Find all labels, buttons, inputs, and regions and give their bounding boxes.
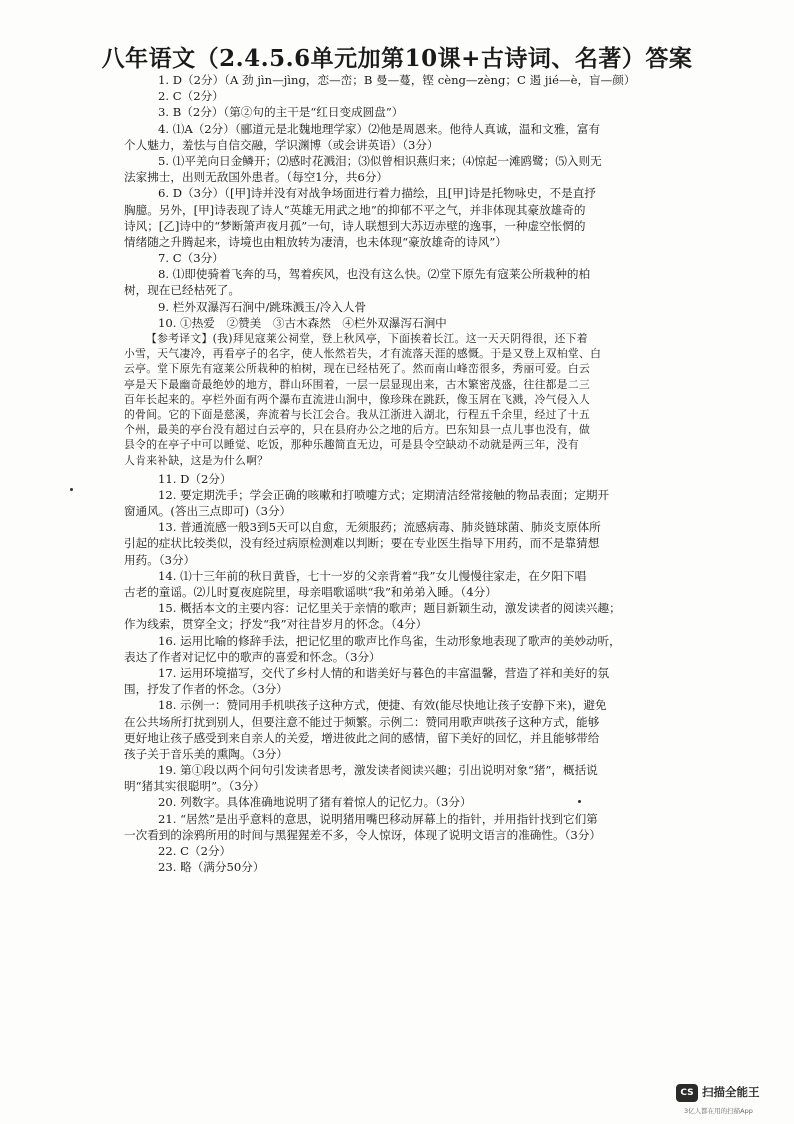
answer-line-6-cont-c: 情绪随之升腾起来，诗境也由粗放转为凄清，也未体现“豪放雄奇的诗风”）: [124, 234, 507, 249]
answer-line-9: 9. 栏外双瀑泻石涧中/跳珠溅玉/冷入人骨: [158, 299, 367, 314]
translation-line: 百年长起来的。亭栏外面有两个瀑布直流进山涧中，像珍珠在跳跃，像玉屑在飞溅，冷气侵入人: [124, 392, 591, 406]
answer-line-12: 12. 要定期洗手；学会正确的咳嗽和打喷嚏方式；定期清洁经常接触的物品表面；定期开: [158, 487, 610, 502]
answer-line-11: 11. D（2分）: [158, 471, 232, 486]
translation-line: 的骨间。它的下面是慈溪，奔流着与长江会合。我从江浙进入湖北，行程五千余里，经过了十五: [124, 407, 591, 421]
answer-line-16-cont: 表达了作者对记忆中的歌声的喜爱和怀念。（3分）: [124, 649, 381, 664]
answer-line-13-cont-b: 用药。（3分）: [124, 552, 196, 567]
answer-line-5: 5. ⑴平羌向日金鳞开；⑵感时花溅泪；⑶似曾相识燕归来；⑷惊起一滩鸥鹭；⑸入则无: [158, 153, 602, 168]
answer-line-4-cont: 个人魅力，羞怯与自信交融，学识渊博（或会讲英语）（3分）: [124, 137, 439, 152]
answer-line-12-cont: 窗通风。(答出三点即可)（3分）: [124, 504, 292, 519]
watermark-name: 扫描全能王: [702, 1085, 760, 1099]
translation-line: 云亭。堂下原先有寇莱公所栽种的柏树，现在已经枯死了。然而南山峰峦很多，秀丽可爱。白云: [124, 362, 591, 376]
answer-body: [124, 72, 684, 875]
answer-line-14-cont: 古老的童谣。⑵儿时夏夜庭院里，母亲唱歌谣哄“我”和弟弟入睡。（4分）: [124, 585, 497, 599]
answer-line-15: 15. 概括本文的主要内容：记忆里关于亲情的歌声；题目新颖生动，激发读者的阅读兴趣；: [158, 601, 621, 616]
translation-line: 小雪，天气凄冷，再看亭子的名字，使人怅然若失，才有流落天涯的感慨。于是又登上双柏堂、白: [124, 347, 602, 361]
answer-line-10: 10. ①热爱 ②赞美 ③古木森然 ④栏外双瀑泻石涧中: [158, 315, 447, 330]
scan-speck: [578, 800, 581, 803]
answer-line-5-cont: 法家拂士，出则无敌国外患者。（每空1分，共6分）: [124, 170, 389, 185]
answer-line-13-cont-a: 引起的症状比较类似，没有经过病原检测难以判断；要在专业医生指导下用药，而不是靠猜想: [124, 536, 600, 551]
answer-line-18-cont-a: 在公共场所打扰到别人，但要注意不能过于频繁。示例二：赞同用歌声哄孩子这种方式，能够: [124, 714, 600, 729]
translation-line: 【参考译文】(我)拜见寇莱公祠堂，登上秋风亭，下面挨着长江。这一天天阴得很，还下着: [146, 332, 588, 345]
answer-line-6: 6. D（3分）（[甲]诗并没有对战争场面进行着力描绘，且[甲]诗是托物咏史，不是直抒: [158, 186, 596, 201]
translation-line: 亭是天下最幽奇最绝妙的地方，群山环围着，一层一层显现出来，古木繁密茂盛，往往都是二三: [124, 377, 591, 391]
camscanner-logo-icon: CS: [676, 1084, 698, 1102]
page-title: 八年语文（2.4.5.6单元加第10课+古诗词、名著）答案: [101, 45, 693, 72]
answer-line-22: 22. C（2分）: [158, 844, 232, 858]
answer-line-21-cont: 一次看到的涂鸦所用的时间与黑猩猩差不多，令人惊讶，体现了说明文语言的准确性。（3分）: [124, 827, 601, 842]
answer-line-18-cont-c: 孩子关于音乐美的熏陶。（3分）: [124, 746, 288, 761]
translation-line: 人肯来补缺，这是为什么啊？: [124, 453, 269, 467]
translation-line: 个州，最美的亭台没有超过白云亭的，只在县府办公之地的后方。巴东知县一点儿事也没有，做: [124, 423, 591, 437]
answer-line-7: 7. C（3分）: [158, 251, 224, 266]
answer-line-21: 21. “居然”是出乎意料的意思，说明猪用嘴巴移动屏幕上的指针，并用指针找到它们第: [158, 811, 598, 826]
answer-line-16: 16. 运用比喻的修辞手法，把记忆里的歌声比作鸟雀，生动形象地表现了歌声的美妙动听，: [158, 633, 621, 648]
answer-line-18: 18. 示例一：赞同用手机哄孩子这种方式，便捷、有效(能尽快地让孩子安静下来)，避免: [158, 698, 607, 713]
answer-line-17-cont: 围，抒发了作者的怀念。（3分）: [124, 682, 288, 697]
answer-line-4: 4. ⑴A（2分）（郦道元是北魏地理学家）⑵他是周恩来。他待人真诚，温和文雅，富有: [158, 121, 601, 136]
answer-line-1: 1. D（2分）（A 劲 jìn—jìng，恋—峦；B 曼—蔓，铿 cèng—zèng；C 遏 jié—è，盲—颜）: [158, 73, 636, 87]
answer-line-6-cont-b: 诗风；[乙]诗中的“梦断箫声夜月孤”一句，诗人联想到大苏迈赤壁的逸事，一种虚空怅惘的: [124, 218, 586, 233]
answer-line-14: 14. ⑴十三年前的秋日黄昏，七十一岁的父亲背着“我”女儿慢慢往家走，在夕阳下唱: [158, 568, 587, 583]
answer-line-19: 19. 第①段以两个问句引发读者思考，激发读者阅读兴趣；引出说明对象“猪”，概括说: [158, 763, 598, 778]
answer-line-20: 20. 列数字。具体准确地说明了猪有着惊人的记忆力。（3分）: [158, 795, 472, 810]
answer-line-23: 23. 略（满分50分）: [158, 860, 265, 875]
answer-line-8-cont: 树，现在已经枯死了。: [124, 283, 240, 298]
answer-line-13: 13. 普通流感一般3到5天可以自愈，无须服药；流感病毒、肺炎链球菌、肺炎支原体所: [158, 520, 601, 535]
answer-line-17: 17. 运用环境描写，交代了乡村人情的和谐美好与暮色的丰富温馨，营造了祥和美好的氛: [158, 665, 610, 680]
answer-line-6-cont-a: 胸臆。另外，[甲]诗表现了诗人“英雄无用武之地”的抑郁不平之气，并非体现其豪放雄奇的: [124, 202, 586, 217]
answer-line-3: 3. B（2分）（第②句的主干是“红日变成圆盘”）: [158, 105, 404, 120]
translation-line: 县令的在亭子中可以睡觉、吃饭，那种乐趣简直无边，可是县令空缺动不动就是两三年，没有: [124, 438, 579, 452]
answer-line-19-cont: 明“猪其实很聪明”。（3分）: [124, 779, 265, 794]
answer-line-15-cont: 作为线索，贯穿全文；抒发“我”对往昔岁月的怀念。（4分）: [124, 617, 428, 632]
watermark-tagline: 3亿人都在用的扫描App: [684, 1107, 753, 1115]
scanner-watermark: [676, 1082, 788, 1118]
answer-line-2: 2. C（2分）: [158, 89, 224, 104]
scan-speck: [70, 488, 73, 491]
reference-translation: [124, 331, 684, 468]
answer-line-8: 8. ⑴即使骑着飞奔的马，驾着疾风，也没有这么快。⑵堂下原先有寇莱公所栽种的柏: [158, 267, 591, 282]
answer-line-18-cont-b: 更好地让孩子感受到来自亲人的关爱，增进彼此之间的感情，留下美好的回忆，并且能够带给: [124, 730, 600, 745]
